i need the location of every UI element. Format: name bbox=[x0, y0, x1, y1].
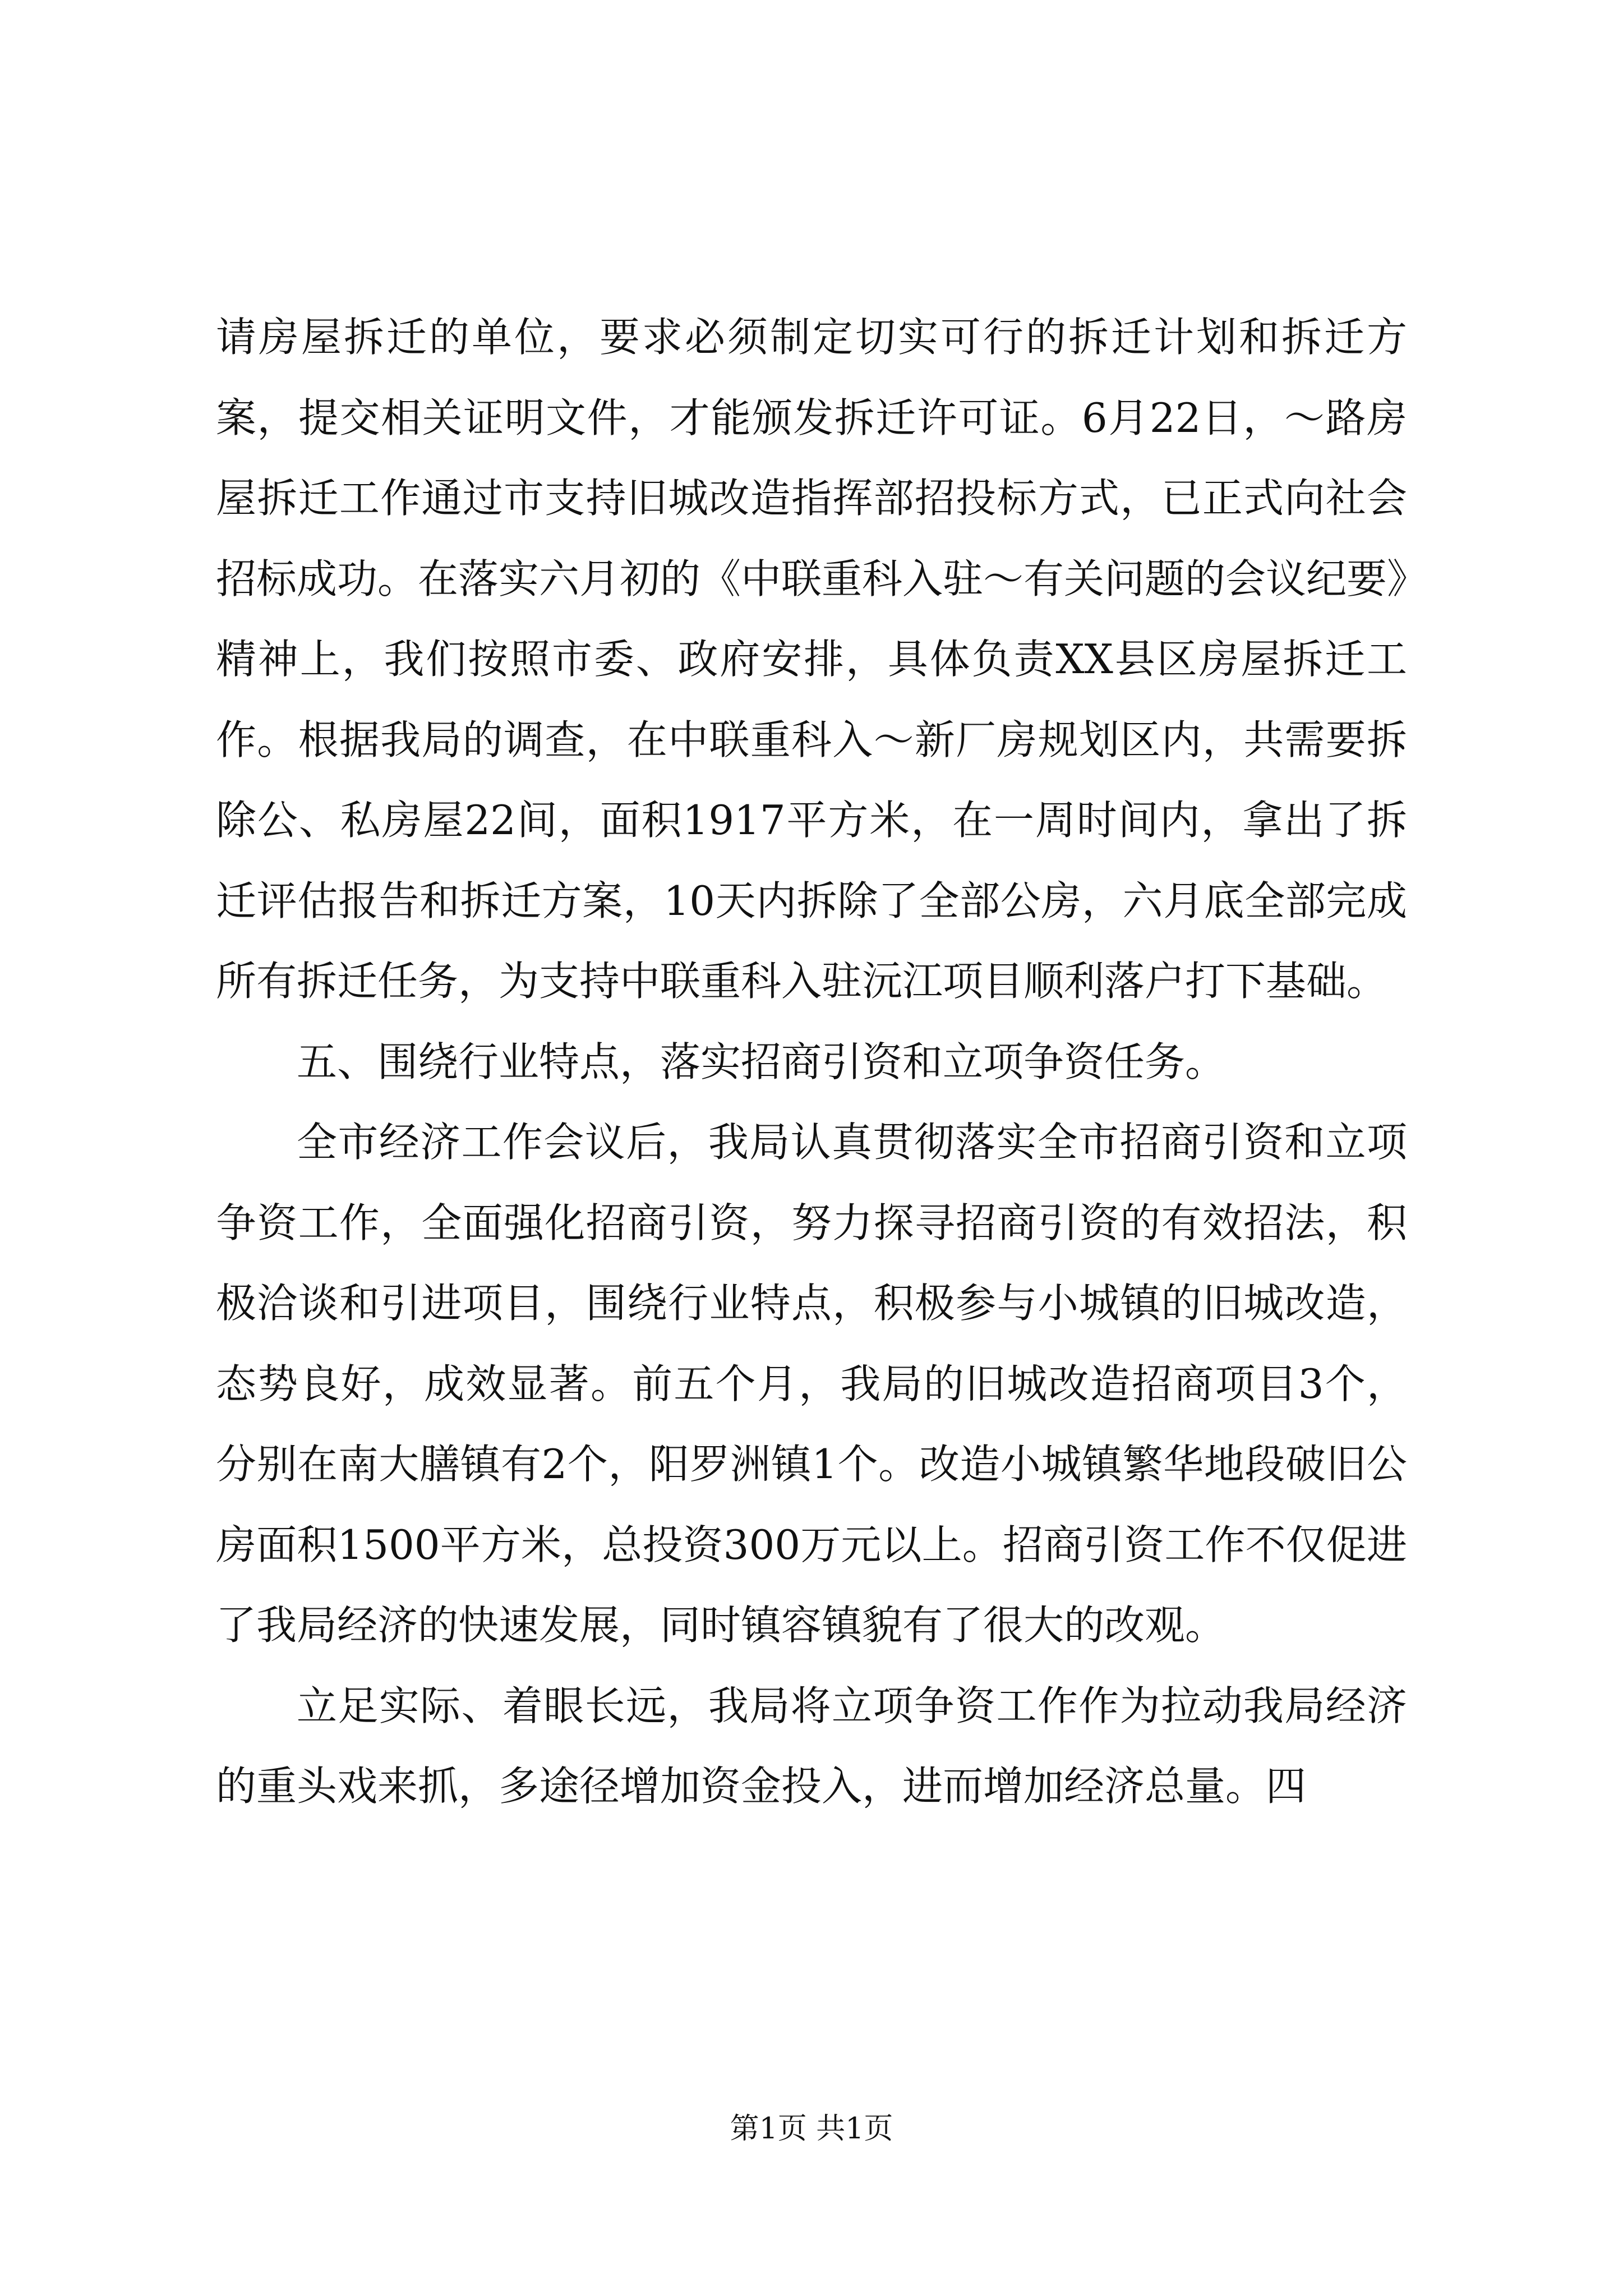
page-footer: 第1页 共1页 bbox=[730, 2112, 893, 2146]
section-heading: 五、围绕行业特点，落实招商引资和立项争资任务。 bbox=[297, 1038, 1226, 1085]
paragraph-continued: 请房屋拆迁的单位，要求必须制定切实可行的拆迁计划和拆迁方案，提交相关证明文件，才能颁发拆迁许可证。6月22日，～路房屋拆迁工作通过市支持旧城改造指挥部招投标方式，已正式向社会招标成功。在落实六月初的《中联重科入驻～有关问题的会议纪要》精神上，我们按照市委、政府安排，具体负责XX县区房屋拆迁工作。根据我局的调查，在中联重科入～新厂房规划区内，共需要拆除公、私房屋22间，面积1917平方米，在一周时间内，拿出了拆迁评估报告和拆迁方案，10天内拆除了全部公房，六月底全部完成所有拆迁任务，为支持中联重科入驻沅江项目顺利落户打下基础。 bbox=[216, 314, 1408, 1005]
document-body bbox=[216, 297, 1407, 1827]
paragraph: 全市经济工作会议后，我局认真贯彻落实全市招商引资和立项争资工作，全面强化招商引资，努力探寻招商引资的有效招法，积极洽谈和引进项目，围绕行业特点，积极参与小城镇的旧城改造，态势良好，成效显著。前五个月，我局的旧城改造招商项目3个，分别在南大膳镇有2个，阳罗洲镇1个。改造小城镇繁华地段破旧公房面积1500平方米，总投资300万元以上。招商引资工作不仅促进了我局经济的快速发展，同时镇容镇貌有了很大的改观。 bbox=[216, 1119, 1407, 1649]
paragraph: 立足实际、着眼长远，我局将立项争资工作作为拉动我局经济的重头戏来抓，多途径增加资金投入，进而增加经济总量。四 bbox=[216, 1682, 1407, 1810]
